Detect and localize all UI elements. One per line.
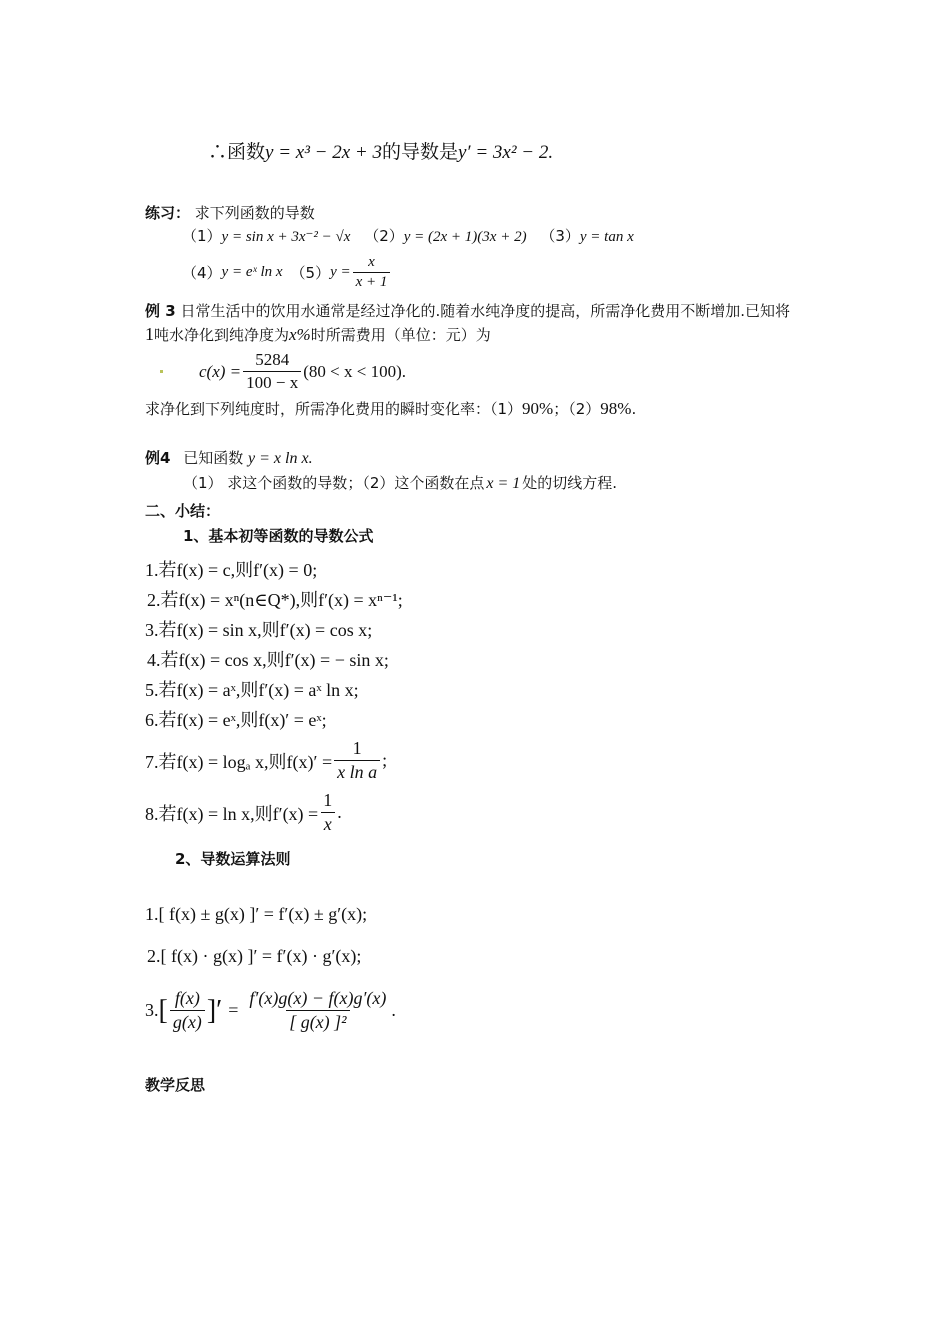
- formula-8-lhs: 8.若f(x) = ln x,则f′(x) =: [145, 803, 319, 824]
- formula-5: 5.若f(x) = aˣ,则f′(x) = aˣ ln x;: [145, 680, 359, 700]
- left-bracket-icon: [: [158, 994, 168, 1026]
- formula-7: [145, 738, 387, 783]
- exercise-title: 求下列函数的导数: [194, 204, 315, 222]
- example4-intro: 已知函数: [183, 449, 244, 467]
- exercise-item-5-lhs: y =: [330, 264, 351, 280]
- rule-3-end: .: [391, 1000, 396, 1020]
- formula-7-denominator: x ln a: [334, 760, 380, 783]
- rule-3-denominator: [ g(x) ]²: [286, 1010, 349, 1033]
- exercise-item-3-num: （3）: [540, 227, 580, 245]
- example3-formula: [158, 350, 406, 393]
- example3-text-1: 日常生活中的饮用水通常是经过净化的.随着水纯净度的提高，所需净化费用不断增加.已知将: [180, 302, 790, 320]
- exercise-item-3-expr: y = tan x: [579, 229, 634, 245]
- question-value-2: 98%: [600, 399, 632, 418]
- question-separator: ；（2）: [553, 400, 601, 418]
- exercise-item-1-num: （1）: [182, 227, 222, 245]
- question-end: .: [631, 400, 637, 418]
- exercise-item-4-num: （4）: [182, 264, 222, 282]
- formula-6: 6.若f(x) = eˣ,则f(x)′ = eˣ;: [145, 710, 327, 730]
- exercise-item-1-expr: y = sin x + 3x⁻² − √x: [221, 229, 351, 245]
- formula-7-fraction: [334, 738, 380, 783]
- fraction-numerator: x: [368, 254, 375, 270]
- example3-purity-var: x%: [289, 325, 311, 344]
- exercise-item-2-expr: y = (2x + 1)(3x + 2): [403, 229, 527, 245]
- rule-3-inner-fraction: [170, 988, 205, 1033]
- exercise-row-1: [182, 225, 634, 246]
- summary-subheading-2: 2、导数运算法则: [175, 850, 291, 868]
- formula-4: 4.若f(x) = cos x,则f′(x) = − sin x;: [147, 650, 389, 670]
- example4-line1: [145, 447, 313, 468]
- reflection-heading: 教学反思: [145, 1076, 206, 1094]
- question-text: 求净化到下列纯度时，所需净化费用的瞬时变化率：（1）: [145, 400, 523, 418]
- example4-function: y = x ln x.: [248, 450, 313, 467]
- rule-3-numerator: f′(x)g(x) − f(x)g′(x): [249, 988, 387, 1008]
- exercise-row-2: [182, 254, 392, 291]
- rule-2: 2.[ f(x) · g(x) ]′ = f′(x) · g′(x);: [147, 946, 362, 966]
- exercise-item-2-num: （2）: [364, 227, 404, 245]
- formula-numerator: 5284: [255, 350, 290, 369]
- rule-3-inner-numerator: f(x): [174, 988, 200, 1008]
- formula-1: 1.若f(x) = c,则f′(x) = 0;: [145, 560, 318, 580]
- example3-amount: 1: [145, 324, 154, 344]
- rule-3-equals: =: [228, 1000, 239, 1020]
- formula-2: 2.若f(x) = xⁿ(n∈Q*),则f′(x) = xⁿ⁻¹;: [147, 590, 403, 610]
- summary-subheading-1: 1、基本初等函数的导数公式: [183, 527, 374, 545]
- example4-part1: （1） 求这个函数的导数；（2）这个函数在点: [183, 474, 485, 492]
- formula-8-end: .: [337, 802, 342, 822]
- exercise-label: 练习：: [145, 204, 191, 222]
- example3-label: 例 3: [145, 302, 176, 320]
- formula-lhs: c(x) =: [199, 361, 242, 381]
- rule-3-fraction: [246, 988, 389, 1033]
- question-value-1: 90%: [522, 399, 554, 418]
- formula-fraction: [243, 350, 301, 393]
- right-bracket-icon: ]′: [206, 994, 223, 1026]
- conclusion-prefix: ∴函数: [208, 142, 266, 163]
- formula-8-numerator: 1: [323, 790, 333, 810]
- rule-3-inner-denominator: g(x): [170, 1010, 205, 1033]
- conclusion-mid: 的导数是: [381, 142, 458, 163]
- formula-denominator: 100 − x: [243, 371, 301, 393]
- formula-7-numerator: 1: [352, 738, 362, 758]
- example3-line2: [145, 324, 491, 345]
- formula-7-lhs: 7.若f(x) = logₐ x,则f(x)′ =: [145, 751, 333, 772]
- summary-heading: 二、小结：: [145, 502, 221, 520]
- example4-label: 例4: [145, 449, 171, 467]
- rule-3-prefix: 3.: [145, 1000, 159, 1020]
- formula-3: 3.若f(x) = sin x,则f′(x) = cos x;: [145, 620, 373, 640]
- formula-7-end: ;: [382, 750, 388, 770]
- bullet-dot-icon: [160, 370, 163, 373]
- example4-line2: [183, 472, 617, 493]
- rule-3: [145, 988, 396, 1033]
- example4-point: x = 1: [486, 475, 521, 492]
- example3-line1: [145, 300, 790, 321]
- example3-question: [145, 398, 636, 419]
- exercise-heading: [145, 202, 315, 223]
- example3-text-3: 时所需费用（单位：元）为: [310, 326, 491, 344]
- formula-8-denominator: x: [321, 812, 335, 835]
- derivative-conclusion: [208, 137, 553, 164]
- rule-1: 1.[ f(x) ± g(x) ]′ = f′(x) ± g′(x);: [145, 904, 368, 924]
- formula-8-fraction: [320, 790, 335, 835]
- example3-text-2: 吨水净化到纯净度为: [154, 326, 290, 344]
- exercise-item-5-fraction: [353, 254, 391, 291]
- conclusion-function: y = x³ − 2x + 3: [265, 142, 382, 163]
- example4-part2: 处的切线方程.: [522, 474, 618, 492]
- exercise-item-4-expr: y = eˣ ln x: [221, 264, 283, 280]
- exercise-item-5-num: （5）: [290, 264, 331, 282]
- formula-rhs: (80 < x < 100).: [303, 361, 406, 381]
- fraction-denominator: x + 1: [353, 272, 391, 291]
- conclusion-result: y′ = 3x² − 2.: [458, 142, 554, 163]
- formula-8: [145, 790, 342, 835]
